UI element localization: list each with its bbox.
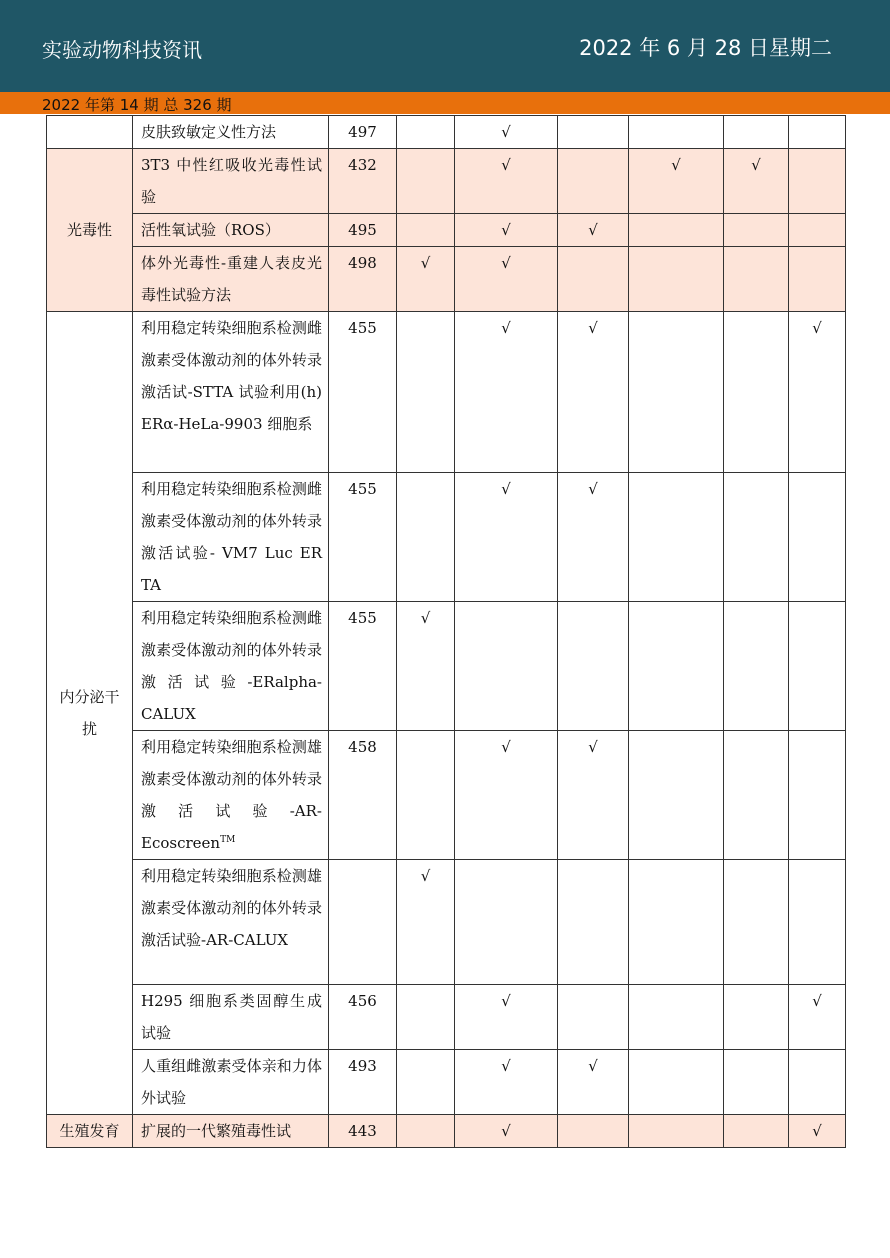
check-mark-icon: √ — [588, 221, 598, 239]
mark-cell — [558, 1115, 629, 1148]
check-mark-icon: √ — [501, 1122, 511, 1140]
mark-cell — [789, 602, 846, 731]
guideline-number — [329, 860, 397, 985]
guideline-number: 455 — [329, 473, 397, 602]
issue-date: 2022 年 6 月 28 日星期二 — [579, 36, 832, 60]
table-row — [47, 473, 846, 602]
check-mark-icon: √ — [501, 319, 511, 337]
check-mark-icon: √ — [420, 609, 431, 627]
method-name: 皮肤致敏定义性方法 — [133, 116, 329, 149]
mark-cell — [724, 1115, 789, 1148]
check-mark-icon: √ — [812, 319, 822, 337]
method-name: 利用稳定转染细胞系检测雄激素受体激动剂的体外转录激活试验-AR-CALUX — [133, 860, 329, 985]
category-label: 生殖发育 — [59, 1122, 120, 1140]
trademark-sup: TM — [220, 835, 236, 845]
mark-cell — [724, 1050, 789, 1115]
table-row — [47, 214, 846, 247]
check-mark-icon: √ — [588, 480, 598, 498]
mark-cell — [455, 247, 558, 312]
table-row — [47, 116, 846, 149]
guideline-number: 497 — [329, 116, 397, 149]
mark-cell — [789, 214, 846, 247]
mark-cell — [558, 247, 629, 312]
method-name: 扩展的一代繁殖毒性试 — [133, 1115, 329, 1148]
check-mark-icon: √ — [501, 992, 511, 1010]
mark-cell — [455, 473, 558, 602]
table-row — [47, 247, 846, 312]
mark-cell — [724, 312, 789, 473]
method-name: 利用稳定转染细胞系检测雌激素受体激动剂的体外转录激活试验- VM7 Luc ER TA — [133, 473, 329, 602]
mark-cell — [789, 116, 846, 149]
mark-cell — [558, 731, 629, 860]
method-name-text: 利用稳定转染细胞系检测雄激素受体激动剂的体外转录激活试验-AR-Ecoscreen — [141, 738, 322, 852]
mark-cell — [455, 312, 558, 473]
mark-cell — [629, 116, 724, 149]
check-mark-icon: √ — [812, 1122, 822, 1140]
mark-cell — [558, 473, 629, 602]
mark-cell — [724, 985, 789, 1050]
mark-cell — [724, 214, 789, 247]
table-row — [47, 602, 846, 731]
mark-cell — [724, 860, 789, 985]
table-row — [47, 985, 846, 1050]
check-mark-icon: √ — [501, 123, 511, 141]
mark-cell — [397, 602, 455, 731]
mark-cell — [397, 1050, 455, 1115]
mark-cell — [789, 149, 846, 214]
mark-cell — [455, 116, 558, 149]
mark-cell — [455, 985, 558, 1050]
guideline-number: 493 — [329, 1050, 397, 1115]
table-row — [47, 731, 846, 860]
method-name: 利用稳定转染细胞系检测雌激素受体激动剂的体外转录激活试验-ERalpha-CALUX — [133, 602, 329, 731]
mark-cell — [789, 860, 846, 985]
check-mark-icon: √ — [588, 1057, 598, 1075]
check-mark-icon: √ — [812, 992, 822, 1010]
publication-title: 实验动物科技资讯 — [42, 38, 202, 62]
guideline-number: 495 — [329, 214, 397, 247]
mark-cell — [397, 149, 455, 214]
mark-cell — [558, 985, 629, 1050]
mark-cell — [558, 1050, 629, 1115]
mark-cell — [724, 473, 789, 602]
mark-cell — [455, 214, 558, 247]
method-name: 体外光毒性-重建人表皮光毒性试验方法 — [133, 247, 329, 312]
method-name: 利用稳定转染细胞系检测雌激素受体激动剂的体外转录激活试-STTA 试验利用(h) ERα-HeLa-9903 细胞系 — [133, 312, 329, 473]
check-mark-icon: √ — [671, 156, 681, 174]
category-cell — [47, 1115, 133, 1148]
mark-cell — [724, 116, 789, 149]
issue-number: 2022 年第 14 期 总 326 期 — [42, 96, 232, 114]
check-mark-icon: √ — [588, 738, 598, 756]
mark-cell — [629, 149, 724, 214]
table-row — [47, 1115, 846, 1148]
mark-cell — [629, 860, 724, 985]
mark-cell — [724, 731, 789, 860]
guideline-number: 498 — [329, 247, 397, 312]
category-cell — [47, 312, 133, 1115]
mark-cell — [397, 985, 455, 1050]
mark-cell — [629, 1050, 724, 1115]
check-mark-icon: √ — [420, 867, 431, 885]
mark-cell — [558, 312, 629, 473]
mark-cell — [397, 1115, 455, 1148]
mark-cell — [724, 602, 789, 731]
mark-cell — [397, 312, 455, 473]
mark-cell — [558, 149, 629, 214]
check-mark-icon: √ — [751, 156, 761, 174]
mark-cell — [558, 116, 629, 149]
check-mark-icon: √ — [501, 480, 511, 498]
mark-cell — [789, 985, 846, 1050]
mark-cell — [724, 247, 789, 312]
guideline-number: 455 — [329, 312, 397, 473]
mark-cell — [629, 731, 724, 860]
guideline-number: 432 — [329, 149, 397, 214]
mark-cell — [629, 473, 724, 602]
mark-cell — [629, 985, 724, 1050]
mark-cell — [455, 1050, 558, 1115]
mark-cell — [558, 214, 629, 247]
method-name: 人重组雌激素受体亲和力体外试验 — [133, 1050, 329, 1115]
guideline-number: 443 — [329, 1115, 397, 1148]
mark-cell — [397, 731, 455, 860]
mark-cell — [789, 473, 846, 602]
mark-cell — [789, 247, 846, 312]
table-row — [47, 149, 846, 214]
mark-cell — [397, 116, 455, 149]
mark-cell — [629, 247, 724, 312]
mark-cell — [397, 860, 455, 985]
mark-cell — [789, 1115, 846, 1148]
mark-cell — [629, 312, 724, 473]
mark-cell — [558, 602, 629, 731]
table-row — [47, 1050, 846, 1115]
mark-cell — [455, 731, 558, 860]
test-methods-table — [46, 115, 846, 1148]
check-mark-icon: √ — [501, 221, 511, 239]
mark-cell — [724, 149, 789, 214]
mark-cell — [397, 247, 455, 312]
mark-cell — [629, 1115, 724, 1148]
method-name — [133, 731, 329, 860]
mark-cell — [455, 149, 558, 214]
method-name: 活性氧试验（ROS） — [133, 214, 329, 247]
category-label: 内分泌干扰 — [59, 688, 120, 738]
mark-cell — [629, 602, 724, 731]
check-mark-icon: √ — [420, 254, 431, 272]
mark-cell — [789, 312, 846, 473]
mark-cell — [789, 731, 846, 860]
mark-cell — [397, 473, 455, 602]
mark-cell — [455, 1115, 558, 1148]
check-mark-icon: √ — [501, 738, 511, 756]
guideline-number: 458 — [329, 731, 397, 860]
category-cell — [47, 149, 133, 312]
check-mark-icon: √ — [501, 254, 511, 272]
check-mark-icon: √ — [501, 156, 511, 174]
check-mark-icon: √ — [501, 1057, 511, 1075]
table-row — [47, 860, 846, 985]
mark-cell — [455, 602, 558, 731]
mark-cell — [789, 1050, 846, 1115]
mark-cell — [397, 214, 455, 247]
table-row — [47, 312, 846, 473]
category-label: 光毒性 — [66, 221, 112, 239]
category-cell — [47, 116, 133, 149]
page-header — [0, 0, 890, 92]
mark-cell — [455, 860, 558, 985]
mark-cell — [629, 214, 724, 247]
guideline-number: 456 — [329, 985, 397, 1050]
check-mark-icon: √ — [588, 319, 598, 337]
guideline-number: 455 — [329, 602, 397, 731]
method-name: 3T3 中性红吸收光毒性试验 — [133, 149, 329, 214]
method-name: H295 细胞系类固醇生成试验 — [133, 985, 329, 1050]
mark-cell — [558, 860, 629, 985]
